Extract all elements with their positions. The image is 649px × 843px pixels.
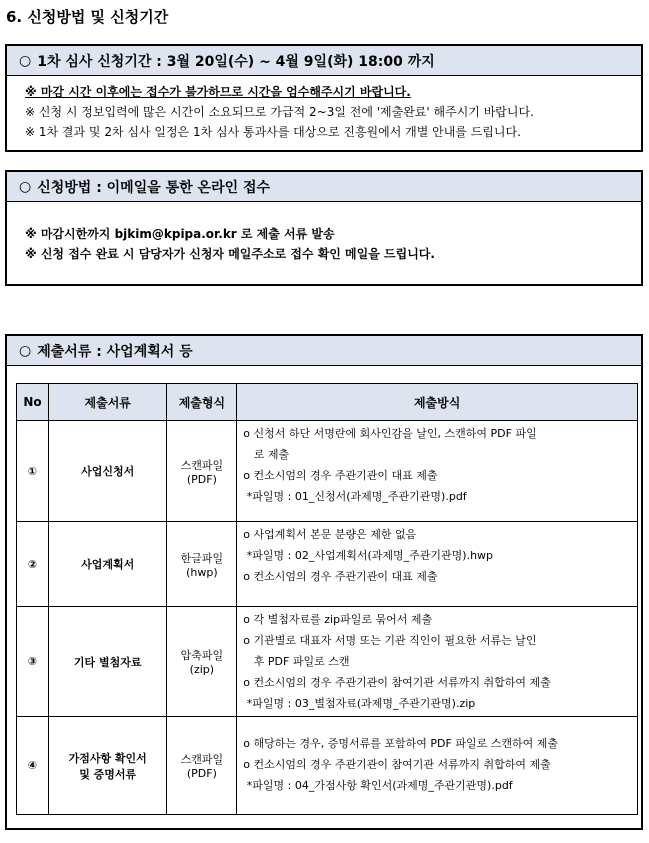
table-row <box>17 717 638 815</box>
doc-name: 사업계획서 <box>48 522 167 607</box>
docs-box-header <box>7 336 641 366</box>
method-line: o 컨소시엄의 경우 주관기관이 대표 제출 <box>243 570 438 583</box>
period-note: ※ 신청 시 정보입력에 많은 시간이 소요되므로 가급적 2~3일 전에 '제출완료' 해주시기 바랍니다. <box>25 105 534 119</box>
method-line: o 신청서 하단 서명란에 회사인감을 날인, 스캔하여 PDF 파일 <box>243 427 537 440</box>
method-title: 신청방법 : 이메일을 통한 온라인 접수 <box>37 179 271 196</box>
doc-method <box>237 421 638 522</box>
section-heading: 6. 신청방법 및 신청기간 <box>6 8 169 26</box>
row-number: ① <box>17 421 49 522</box>
circle-bullet-icon: ○ <box>19 52 32 69</box>
docs-table <box>16 383 638 815</box>
doc-name: 기타 별첨자료 <box>48 607 167 717</box>
col-header-no: No <box>17 384 49 421</box>
docs-box <box>5 334 643 830</box>
table-row <box>17 421 638 522</box>
period-note: ※ 1차 결과 및 2차 심사 일정은 1차 심사 통과사를 대상으로 진흥원에서 개별 안내를 드립니다. <box>25 125 521 139</box>
docs-title: 제출서류 : 사업계획서 등 <box>37 343 193 360</box>
row-number: ④ <box>17 717 49 815</box>
doc-name: 가점사항 확인서 및 증명서류 <box>48 717 167 815</box>
col-header-format: 제출형식 <box>167 384 237 421</box>
circle-bullet-icon: ○ <box>19 342 32 359</box>
doc-method <box>237 522 638 607</box>
table-row <box>17 522 638 607</box>
table-row <box>17 607 638 717</box>
doc-format: 한글파일 (hwp) <box>167 522 237 607</box>
method-line: o 사업계획서 본문 분량은 제한 없음 <box>243 528 417 541</box>
doc-format: 스캔파일 (PDF) <box>167 421 237 522</box>
period-note: ※ 마감 시간 이후에는 접수가 불가하므로 시간을 엄수해주시기 바랍니다. <box>25 85 411 99</box>
doc-format: 스캔파일 (PDF) <box>167 717 237 815</box>
method-box <box>5 170 643 286</box>
method-line: o 해당하는 경우, 증명서류를 포함하여 PDF 파일로 스캔하여 제출 <box>243 737 558 750</box>
method-line: o 컨소시엄의 경우 주관기관이 참여기관 서류까지 취합하여 제출 <box>243 676 551 689</box>
period-box-header <box>7 46 641 76</box>
method-line: o 컨소시엄의 경우 주관기관이 참여기관 서류까지 취합하여 제출 <box>243 758 551 771</box>
table-header-row <box>17 384 638 421</box>
method-line: o 각 별첨자료를 zip파일로 묶어서 제출 <box>243 613 433 626</box>
method-note: ※ 신청 접수 완료 시 담당자가 신청자 메일주소로 접수 확인 메일을 드립니다. <box>25 247 435 261</box>
col-header-doc: 제출서류 <box>48 384 167 421</box>
method-line: *파일명 : 02_사업계획서(과제명_주관기관명).hwp <box>243 549 494 562</box>
col-header-method: 제출방식 <box>237 384 638 421</box>
doc-format: 압축파일 (zip) <box>167 607 237 717</box>
method-note: ※ 마감시한까지 bjkim@kpipa.or.kr 로 제출 서류 발송 <box>25 227 335 241</box>
row-number: ② <box>17 522 49 607</box>
period-title: 1차 심사 신청기간 : 3월 20일(수) ~ 4월 9일(화) 18:00 까지 <box>37 53 435 70</box>
doc-method <box>237 717 638 815</box>
method-line: 로 제출 <box>243 448 290 461</box>
method-line: o 컨소시엄의 경우 주관기관이 대표 제출 <box>243 469 438 482</box>
method-line: *파일명 : 04_가점사항 확인서(과제명_주관기관명).pdf <box>243 779 513 792</box>
method-line: 후 PDF 파일로 스캔 <box>243 655 350 668</box>
method-line: *파일명 : 03_별첨자료(과제명_주관기관명).zip <box>243 697 476 710</box>
method-box-header <box>7 172 641 202</box>
doc-method <box>237 607 638 717</box>
doc-name: 사업신청서 <box>48 421 167 522</box>
period-box <box>5 44 643 152</box>
row-number: ③ <box>17 607 49 717</box>
method-line: o 기관별로 대표자 서명 또는 기관 직인이 필요한 서류는 날인 <box>243 634 537 647</box>
method-line: *파일명 : 01_신청서(과제명_주관기관명).pdf <box>243 490 467 503</box>
circle-bullet-icon: ○ <box>19 178 32 195</box>
